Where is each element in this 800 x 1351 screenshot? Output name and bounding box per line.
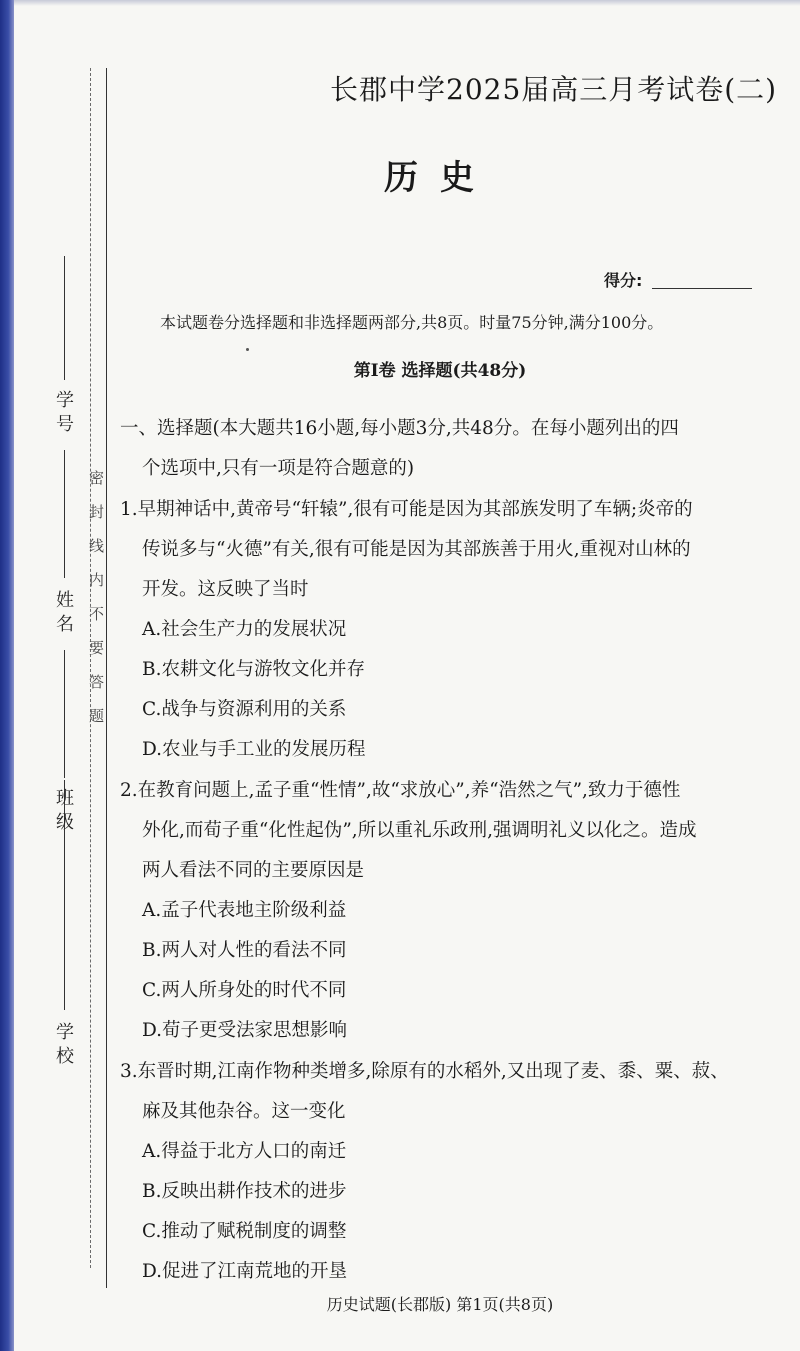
- instruction-line-2: 个选项中,只有一项是符合题意的): [142, 458, 415, 479]
- option-a: A.社会生产力的发展状况: [142, 619, 347, 640]
- option-a: A.孟子代表地主阶级利益: [142, 900, 347, 921]
- score-label: 得分:: [604, 271, 643, 290]
- option-d: D.农业与手工业的发展历程: [142, 739, 366, 760]
- option-a: A.得益于北方人口的南迁: [142, 1141, 347, 1162]
- score-blank[interactable]: [652, 288, 752, 289]
- option-c: C.战争与资源利用的关系: [142, 699, 347, 720]
- instruction-line-1: 一、选择题(本大题共16小题,每小题3分,共48分。在每小题列出的四: [120, 418, 679, 439]
- subject-title: 历史: [384, 158, 496, 198]
- print-speck: [246, 348, 249, 351]
- exam-paper: [14, 0, 800, 1351]
- class-blank[interactable]: [64, 650, 65, 778]
- page-top-shadow: [14, 0, 800, 6]
- option-d: D.促进了江南荒地的开垦: [142, 1261, 348, 1282]
- question-stem-line: 3.东晋时期,江南作物种类增多,除原有的水稻外,又出现了麦、黍、粟、菽、: [120, 1061, 729, 1082]
- question-stem-line: 两人看法不同的主要原因是: [142, 860, 365, 881]
- option-d: D.荀子更受法家思想影响: [142, 1020, 348, 1041]
- student-id-label: 学号: [53, 390, 74, 438]
- seal-notice: 密封线内不要答题: [87, 470, 105, 742]
- school-label: 学校: [53, 1022, 74, 1070]
- question-stem-line: 麻及其他杂谷。这一变化: [142, 1101, 346, 1122]
- question-stem-line: 2.在教育问题上,孟子重“性情”,故“求放心”,养“浩然之气”,致力于德性: [120, 780, 681, 801]
- page-footer: 历史试题(长郡版) 第1页(共8页): [326, 1295, 554, 1314]
- option-b: B.反映出耕作技术的进步: [142, 1181, 347, 1202]
- option-c: C.推动了赋税制度的调整: [142, 1221, 347, 1242]
- section-title: 第Ⅰ卷 选择题(共48分): [353, 361, 527, 381]
- name-blank[interactable]: [64, 450, 65, 578]
- exam-intro: 本试题卷分选择题和非选择题两部分,共8页。时量75分钟,满分100分。: [160, 313, 664, 332]
- exam-title: 长郡中学2025届高三月考试卷(二): [330, 73, 778, 106]
- page-edge-shadow: [0, 0, 14, 1351]
- option-b: B.农耕文化与游牧文化并存: [142, 659, 365, 680]
- question-stem-line: 开发。这反映了当时: [142, 579, 309, 600]
- name-label: 姓名: [53, 590, 74, 638]
- class-label: 班级: [53, 788, 74, 836]
- question-stem-line: 1.早期神话中,黄帝号“轩辕”,很有可能是因为其部族发明了车辆;炎帝的: [120, 499, 693, 520]
- option-b: B.两人对人性的看法不同: [142, 940, 347, 961]
- option-c: C.两人所身处的时代不同: [142, 980, 347, 1001]
- question-stem-line: 传说多与“火德”有关,很有可能是因为其部族善于用火,重视对山林的: [142, 539, 691, 560]
- question-stem-line: 外化,而荀子重“化性起伪”,所以重礼乐政刑,强调明礼义以化之。造成: [142, 820, 697, 841]
